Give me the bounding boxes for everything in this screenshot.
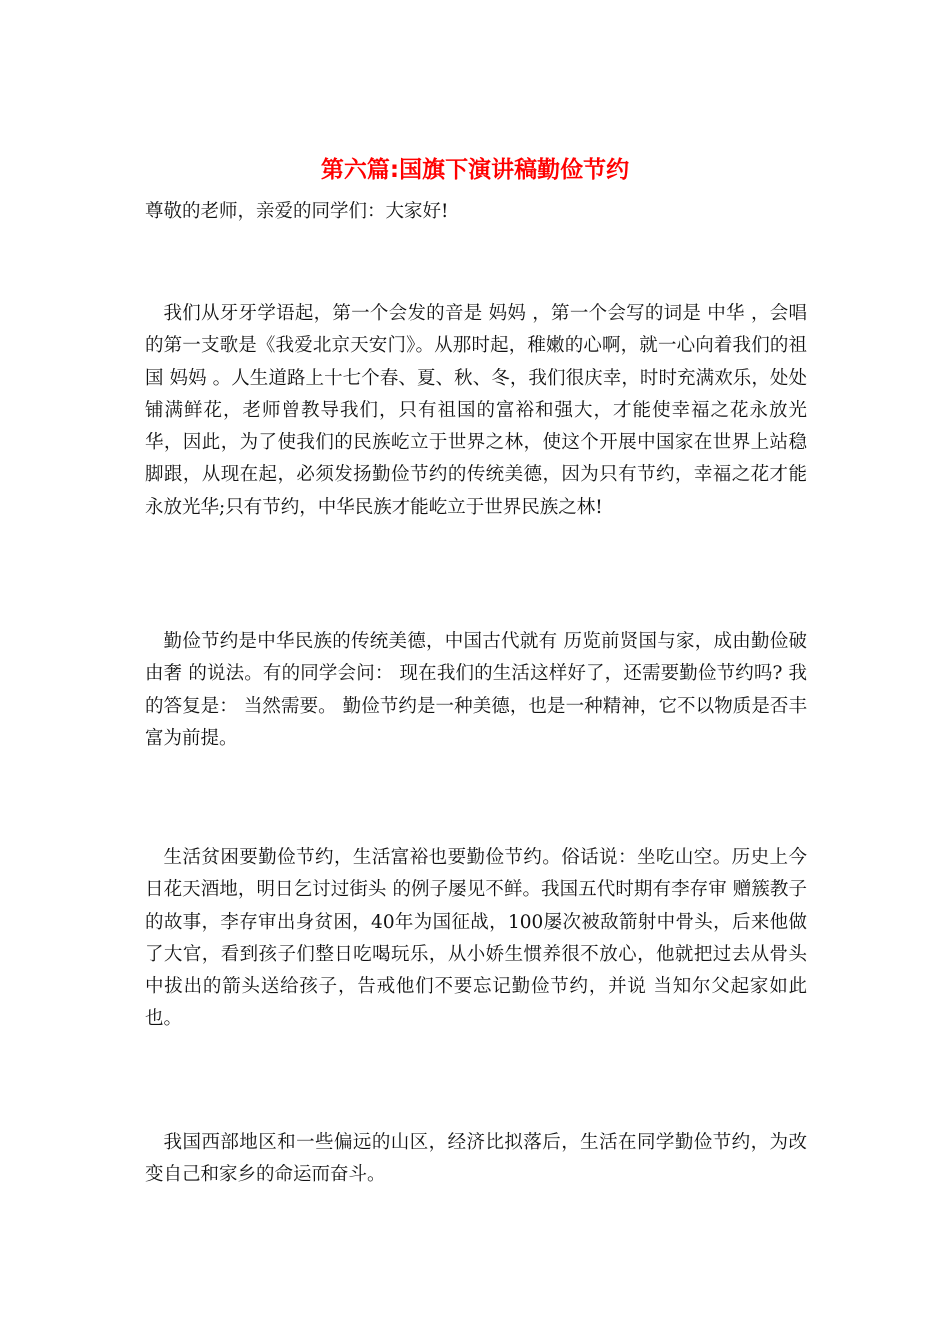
paragraph-3: 生活贫困要勤俭节约，生活富裕也要勤俭节约。俗话说：坐吃山空。历史上今日花天酒地，明日乞讨过街头 的例子屡见不鲜。我国五代时期有李存审 赠簇教子 的故事，李存审出身贫困，40年为国征战，100屡次被敌箭射中骨头，后来他做了大官，看到孩子们整日吃喝玩乐，从小娇生惯养很不放心，他就把过去从骨头中拔出的箭头送给孩子，告戒他们不要忘记勤俭节约，并说 当知尔父起家如此也。: [145, 847, 807, 1030]
paragraph-4: 我国西部地区和一些偏远的山区，经济比拟落后，生活在同学勤俭节约，为改变自己和家乡的命运而奋斗。: [145, 1132, 807, 1186]
paragraph-1: 我们从牙牙学语起，第一个会发的音是 妈妈 ，第一个会写的词是 中华 ，会唱的第一支歌是《我爱北京天安门》。从那时起，稚嫩的心啊，就一心向着我们的祖国 妈妈 。人生道路上十七个春、夏、秋、冬，我们很庆幸，时时充满欢乐，处处铺满鲜花，老师曾教导我们，只有祖国的富裕和强大，才能使幸福之花永放光华，因此，为了使我们的民族屹立于世界之林，使这个开展中国家在世界上站稳脚跟，从现在起，必须发扬勤俭节约的传统美德，因为只有节约，幸福之花才能永放光华;只有节约，中华民族才能屹立于世界民族之林!: [145, 303, 807, 518]
document-title: 第六篇:国旗下演讲稿勤俭节约: [320, 157, 630, 183]
greeting-line: 尊敬的老师，亲爱的同学们：大家好!: [145, 201, 449, 222]
paragraph-2: 勤俭节约是中华民族的传统美德，中国古代就有 历览前贤国与家，成由勤俭破由奢 的说法。有的同学会问： 现在我们的生活这样好了，还需要勤俭节约吗? 我的答复是： 当然需要。 勤俭节约是一种美德，也是一种精神，它不以物质是否丰富为前提。: [145, 631, 807, 749]
